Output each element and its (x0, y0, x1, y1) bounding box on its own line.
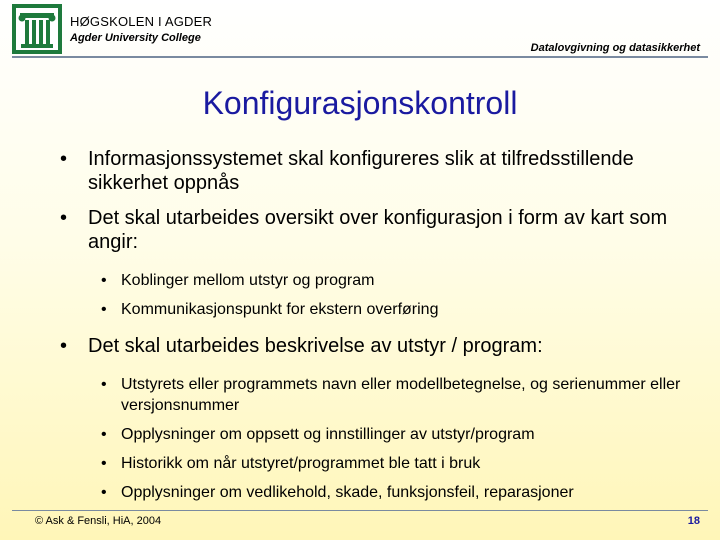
sub-bullet-text: Opplysninger om oppsett og innstillinger av utstyr/program (121, 426, 535, 443)
bullet-item (0, 334, 720, 358)
footer-divider (12, 510, 708, 511)
bullet-marker: • (101, 301, 107, 318)
sub-bullet-text: Kommunikasjonspunkt for ekstern overføring (121, 301, 439, 318)
header-divider (12, 56, 708, 58)
sub-bullet-item (0, 482, 720, 503)
sub-bullet-item (0, 374, 720, 416)
slide-content (0, 147, 720, 511)
bullet-marker: • (60, 335, 68, 357)
sub-bullet-item (0, 424, 720, 445)
sub-bullet-text: Opplysninger om vedlikehold, skade, funksjonsfeil, reparasjoner (121, 484, 574, 501)
bullet-text: Det skal utarbeides beskrivelse av utstyr / program: (88, 335, 543, 357)
bullet-marker: • (101, 455, 107, 472)
sub-bullet-text: Historikk om når utstyret/programmet ble tatt i bruk (121, 455, 481, 472)
page-number: 18 (687, 515, 700, 527)
bullet-text: Informasjonssystemet skal konfigureres slik at tilfredsstillende sikkerhet oppnås (88, 148, 634, 194)
bullet-item (0, 147, 720, 195)
copyright-notice: © Ask & Fensli, HiA, 2004 (35, 515, 162, 527)
bullet-marker: • (101, 426, 107, 443)
sub-bullet-item (0, 453, 720, 474)
bullet-marker: • (101, 484, 107, 501)
sub-bullet-item (0, 299, 720, 320)
sub-bullet-text: Utstyrets eller programmets navn eller modellbetegnelse, og serienummer eller versjonsnummer (121, 376, 681, 414)
column-logo-icon (12, 4, 62, 54)
school-name: HØGSKOLEN I AGDER (70, 14, 213, 29)
course-title: Datalovgivning og datasikkerhet (530, 42, 700, 54)
bullet-marker: • (60, 148, 68, 170)
sub-bullet-text: Koblinger mellom utstyr og program (121, 272, 375, 289)
bullet-marker: • (101, 376, 107, 393)
sub-bullet-item (0, 270, 720, 291)
bullet-marker: • (101, 272, 107, 289)
bullet-item (0, 206, 720, 254)
school-name-english: Agder University College (70, 32, 201, 44)
bullet-text: Det skal utarbeides oversikt over konfigurasjon i form av kart som angir: (88, 207, 668, 253)
bullet-marker: • (60, 207, 68, 229)
slide-title: Konfigurasjonskontroll (202, 85, 518, 121)
